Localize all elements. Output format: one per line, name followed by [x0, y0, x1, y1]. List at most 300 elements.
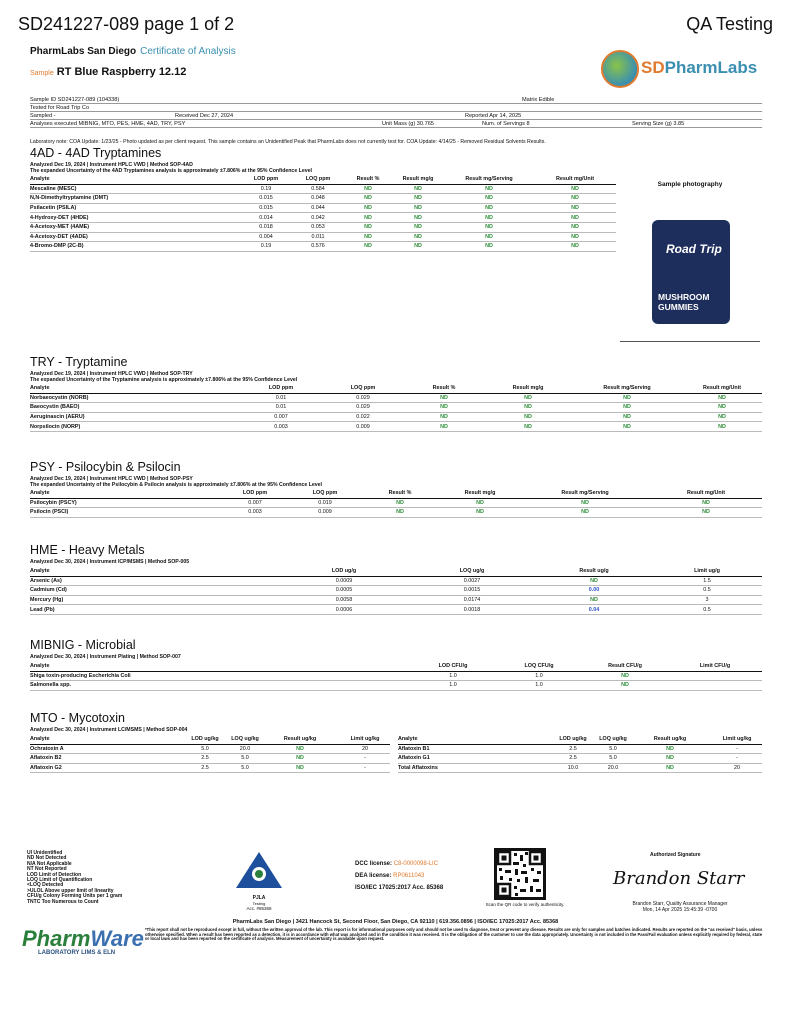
table-cell: ND: [520, 498, 650, 508]
table-cell: 0.019: [290, 498, 360, 508]
table-cell: 0.0005: [280, 586, 408, 596]
analyte-name: Psilocybin (PSCY): [30, 498, 220, 508]
table-cell: 0.01: [240, 403, 322, 413]
legend-item: LOD Limit of Detection: [27, 871, 82, 878]
coa-label: Certificate of Analysis: [140, 46, 236, 57]
disclaimer: *This report shall not be reproduced except in full, without the written approval of the lab. This report is for informational purposes only and should not be used to diagnose, treat or prevent any disease. Results are only for samples and batches indicated. Results are reported on the "as received" basis, unless otherwise specified. When a result has been reported as a detection, it is in accordance with what was analyzed and in the condition it was received. It is the obligation of the customer to use the data appropriately. Uncertainty is not included in the Pass/Fail evaluation unless explicitly required by federal, state or local laws and has been reported on the certificate of analysis. Measurement of uncertainty is available upon request.: [145, 927, 763, 942]
california-logo-icon: [601, 50, 639, 88]
column-header: LOQ ug/kg: [230, 736, 260, 744]
table-row: [30, 403, 762, 413]
table-cell: ND: [392, 232, 444, 242]
meta-row: [30, 120, 762, 128]
pjla-acc: Acc. #85368: [246, 906, 272, 911]
section-microbial: [30, 638, 762, 691]
results-table: [30, 176, 616, 252]
table-cell: ND: [682, 393, 762, 403]
sample-id: Sample ID SD241227-089 (104338): [30, 97, 120, 103]
table-cell: 0.01: [240, 393, 322, 403]
analyte-name: Salmonella spp.: [30, 681, 410, 691]
table-cell: ND: [404, 393, 484, 403]
table-cell: -: [340, 754, 390, 764]
table-cell: ND: [444, 194, 534, 204]
legend-item: N/A Not Applicable: [27, 860, 72, 867]
section-analyzed: Analyzed Dec 19, 2024 | Instrument HPLC VWD | Method SOP-PSY: [30, 476, 193, 482]
table-cell: 0.0058: [280, 595, 408, 605]
column-header: LOQ ppm: [322, 385, 404, 393]
table-cell: ND: [536, 576, 652, 586]
column-header: Analyte: [30, 568, 280, 576]
legend-item: UI Unidentified: [27, 850, 63, 856]
table-row: [398, 754, 762, 764]
column-header: Result %: [344, 176, 392, 184]
section-analyzed: Analyzed Dec 19, 2024 | Instrument HPLC VWD | Method SOP-TRY: [30, 371, 193, 377]
matrix: Matrix Edible: [522, 97, 555, 103]
column-header: LOD ug/kg: [180, 736, 230, 744]
table-cell: 0.19: [240, 242, 292, 252]
table-cell: 0.004: [240, 232, 292, 242]
analyte-name: Aflatoxin B1: [398, 744, 548, 754]
table-cell: ND: [444, 222, 534, 232]
table-cell: ND: [484, 393, 572, 403]
qr-pattern: [497, 851, 543, 897]
section-uncertainty: The expanded Uncertainty of the Tryptamine analysis is approximately ±7.806% at the 95% Confidence Level: [30, 377, 298, 383]
table-cell: 20: [340, 744, 390, 754]
column-header: Limit ug/kg: [712, 736, 762, 744]
table-cell: ND: [682, 403, 762, 413]
reported: Reported Apr 14, 2025: [465, 113, 522, 119]
column-header: Analyte: [30, 176, 240, 184]
pjla-accreditation-badge: [232, 850, 286, 911]
section-uncertainty: The expanded Uncertainty of the 4AD Tryptamines analysis is approximately ±7.806% at the 95% Confidence Level: [30, 168, 312, 174]
document-id: SD241227-089 page 1 of 2: [18, 14, 235, 34]
analyte-name: Aflatoxin B2: [30, 754, 180, 764]
meta-row: [30, 96, 762, 104]
table-cell: ND: [392, 194, 444, 204]
table-cell: 0.048: [292, 194, 344, 204]
table-cell: ND: [444, 213, 534, 223]
column-header: Result %: [404, 385, 484, 393]
column-header: Analyte: [30, 663, 410, 671]
table-cell: 0.0006: [280, 605, 408, 615]
table-cell: ND: [582, 671, 668, 681]
table-cell: 0.007: [220, 498, 290, 508]
table-cell: ND: [392, 213, 444, 223]
column-header: Limit ug/g: [652, 568, 762, 576]
table-cell: ND: [344, 194, 392, 204]
table-cell: ND: [534, 184, 616, 194]
num-servings: Num. of Servings 8: [482, 121, 530, 127]
sample-name-line: [30, 66, 186, 78]
table-cell: 2.5: [548, 744, 598, 754]
table-cell: 0.0174: [408, 595, 536, 605]
table-row: [30, 412, 762, 422]
section-title: MTO - Mycotoxin: [30, 711, 125, 725]
analyte-name: Mescaline (MESC): [30, 184, 240, 194]
abbreviation-legend: [27, 851, 122, 905]
table-cell: 0.015: [240, 203, 292, 213]
table-cell: 0.053: [292, 222, 344, 232]
table-cell: ND: [628, 744, 712, 754]
column-header: LOD ppm: [240, 385, 322, 393]
analyte-name: Arsenic (As): [30, 576, 280, 586]
table-cell: -: [712, 744, 762, 754]
table-cell: 5.0: [230, 763, 260, 773]
column-header: Result ug/g: [536, 568, 652, 576]
table-cell: 0.014: [240, 213, 292, 223]
analyte-name: Norpsilocin (NORP): [30, 422, 240, 432]
analyte-name: 4-Acetoxy-MET (4AME): [30, 222, 240, 232]
tested-for: Tested for Road Trip Co: [30, 105, 90, 111]
table-cell: 0.04: [536, 605, 652, 615]
column-header: Analyte: [30, 385, 240, 393]
table-cell: ND: [440, 498, 520, 508]
table-cell: 0.044: [292, 203, 344, 213]
table-cell: 1.0: [496, 681, 582, 691]
table-cell: ND: [572, 412, 682, 422]
column-header: LOD ug/g: [280, 568, 408, 576]
table-cell: ND: [534, 203, 616, 213]
section-analyzed: Analyzed Dec 19, 2024 | Instrument HPLC VWD | Method SOP-4AD: [30, 162, 193, 168]
analyte-name: Aflatoxin G1: [398, 754, 548, 764]
table-cell: ND: [260, 754, 340, 764]
table-cell: -: [340, 763, 390, 773]
bag-product: MUSHROOM GUMMIES: [658, 292, 710, 312]
licenses: [355, 858, 443, 894]
table-cell: 0.5: [652, 586, 762, 596]
sample-label: Sample: [30, 70, 54, 77]
column-header: Analyte: [30, 736, 180, 744]
table-cell: ND: [520, 508, 650, 518]
column-header: Analyte: [398, 736, 548, 744]
table-cell: ND: [344, 222, 392, 232]
analyte-name: Norbaeocystin (NORB): [30, 393, 240, 403]
column-header: Analyte: [30, 490, 220, 498]
table-row: [30, 605, 762, 615]
table-row: [30, 595, 762, 605]
legend-item: <LOQ Detected: [27, 882, 64, 889]
section-title: HME - Heavy Metals: [30, 543, 145, 557]
section-analyzed: Analyzed Dec 30, 2024 | Instrument ICP/MSMS | Method SOP-005: [30, 559, 190, 565]
column-header: LOD ug/kg: [548, 736, 598, 744]
table-cell: ND: [444, 232, 534, 242]
table-row: [30, 754, 390, 764]
table-cell: ND: [344, 232, 392, 242]
column-header: LOQ ug/g: [408, 568, 536, 576]
table-cell: ND: [444, 203, 534, 213]
column-header: LOD ppm: [240, 176, 292, 184]
column-header: Limit CFU/g: [668, 663, 762, 671]
section-title: TRY - Tryptamine: [30, 355, 128, 369]
table-cell: 0.0015: [408, 586, 536, 596]
table-cell: 3: [652, 595, 762, 605]
column-header: Result ug/kg: [260, 736, 340, 744]
results-table: [30, 663, 762, 691]
table-cell: ND: [392, 222, 444, 232]
table-row: [30, 242, 616, 252]
table-cell: 5.0: [230, 754, 260, 764]
column-header: Result mg/Serving: [572, 385, 682, 393]
analyte-name: Cadmium (Cd): [30, 586, 280, 596]
section-uncertainty: The expanded Uncertainty of the Psilocybin & Psilocin analysis is approximately ±7.806% at the 95% Confidence Level: [30, 482, 322, 488]
table-cell: 5.0: [598, 754, 628, 764]
table-cell: 0.042: [292, 213, 344, 223]
table-cell: ND: [260, 763, 340, 773]
column-header: Result mg/g: [484, 385, 572, 393]
table-cell: ND: [392, 184, 444, 194]
table-cell: 5.0: [598, 744, 628, 754]
lab-name: [30, 46, 236, 57]
legend-item: >ULOL Above upper limit of linearity: [27, 887, 114, 894]
column-header: Result mg/Unit: [682, 385, 762, 393]
product-bag-image: [652, 220, 730, 324]
table-row: [30, 203, 616, 213]
table-cell: ND: [260, 744, 340, 754]
signatory: [620, 901, 740, 913]
results-table: [30, 490, 762, 518]
table-cell: 0.00: [536, 586, 652, 596]
unit-mass: Unit Mass (g) 30.765: [382, 121, 434, 127]
column-header: Result mg/Unit: [650, 490, 762, 498]
section-analyzed: Analyzed Dec 30, 2024 | Instrument LC/MSMS | Method SOP-004: [30, 727, 188, 733]
table-cell: [668, 681, 762, 691]
table-cell: ND: [444, 242, 534, 252]
sample-photography-label: Sample photography: [657, 181, 723, 188]
table-cell: ND: [534, 222, 616, 232]
table-cell: 1.5: [652, 576, 762, 586]
analyte-name: Aflatoxin G2: [30, 763, 180, 773]
table-cell: 0.009: [290, 508, 360, 518]
table-cell: 20: [712, 763, 762, 773]
dcc-license: DCC license: C8-0000098-LIC: [355, 861, 439, 867]
analyte-name: Total Aflatoxins: [398, 763, 548, 773]
legend-item: CFU/g Colony Forming Units per 1 gram: [27, 893, 123, 900]
table-cell: 2.5: [180, 754, 230, 764]
pjla-sub: Testing: [252, 901, 266, 906]
analyte-name: Aeruginascin (AERU): [30, 412, 240, 422]
analyses-executed: Analyses executed MIBNIG, MTO, PES, HME, 4AD, TRY, PSY: [30, 121, 186, 127]
table-cell: ND: [650, 508, 762, 518]
table-row: [30, 586, 762, 596]
table-cell: 0.018: [240, 222, 292, 232]
sample-metadata: [30, 96, 762, 128]
table-cell: 2.5: [180, 763, 230, 773]
legend-item: TNTC Too Numerous to Count: [27, 898, 99, 905]
table-cell: ND: [484, 403, 572, 413]
table-cell: ND: [682, 412, 762, 422]
column-header: Result mg/g: [440, 490, 520, 498]
table-row: [30, 744, 390, 754]
serving-size: Serving Size (g) 3.85: [632, 121, 685, 127]
results-table-left: [30, 736, 390, 773]
section-analyzed: Analyzed Dec 30, 2024 | Instrument Plating | Method SOP-007: [30, 654, 181, 660]
sample-photo: [620, 196, 760, 342]
table-row: [30, 213, 616, 223]
section-title: 4AD - 4AD Tryptamines: [30, 146, 162, 160]
received: Received Dec 27, 2024: [175, 113, 234, 119]
column-header: LOQ ppm: [290, 490, 360, 498]
table-row: [30, 671, 762, 681]
table-cell: ND: [392, 203, 444, 213]
table-cell: [668, 671, 762, 681]
table-cell: 0.576: [292, 242, 344, 252]
table-cell: ND: [344, 184, 392, 194]
table-row: [30, 763, 390, 773]
column-header: Result %: [360, 490, 440, 498]
analyte-name: Baeocystin (BAEO): [30, 403, 240, 413]
table-cell: ND: [344, 213, 392, 223]
table-cell: 0.022: [322, 412, 404, 422]
table-row: [30, 184, 616, 194]
table-row: [30, 681, 762, 691]
dea-license: DEA license: RP0611043: [355, 873, 425, 879]
table-cell: ND: [572, 393, 682, 403]
table-row: [30, 508, 762, 518]
table-cell: ND: [534, 194, 616, 204]
qr-caption: Scan the QR code to verify authenticity.: [485, 902, 565, 907]
table-cell: ND: [404, 403, 484, 413]
column-header: LOD ppm: [220, 490, 290, 498]
signatory-name: Brandon Starr, Quality Assurance Manager: [632, 901, 728, 907]
sampled: Sampled -: [30, 113, 56, 119]
column-header: Result ug/kg: [628, 736, 712, 744]
section-try: [30, 355, 762, 432]
table-cell: 20.0: [598, 763, 628, 773]
table-cell: 0.0018: [408, 605, 536, 615]
table-row: [30, 498, 762, 508]
table-cell: ND: [628, 763, 712, 773]
qa-testing-label: QA Testing: [686, 14, 773, 34]
table-row: [398, 744, 762, 754]
results-table: [30, 568, 762, 615]
table-cell: 2.5: [548, 754, 598, 764]
analyte-name: 4-Acetoxy-DET (4ADE): [30, 232, 240, 242]
column-header: Result mg/Unit: [534, 176, 616, 184]
table-row: [30, 194, 616, 204]
table-cell: ND: [444, 184, 534, 194]
signature: Brandon Starr: [613, 868, 745, 889]
table-cell: 0.0027: [408, 576, 536, 586]
table-row: [30, 576, 762, 586]
section-mycotoxin: [30, 711, 762, 773]
column-header: LOQ ppm: [292, 176, 344, 184]
pjla-text: PJLA: [252, 895, 266, 901]
table-cell: ND: [572, 403, 682, 413]
table-cell: ND: [534, 242, 616, 252]
logo-text: SDPharmLabs: [641, 58, 758, 77]
table-cell: 0.003: [220, 508, 290, 518]
table-cell: ND: [582, 681, 668, 691]
section-hme: [30, 543, 762, 615]
table-cell: ND: [572, 422, 682, 432]
qr-code-icon[interactable]: [494, 848, 546, 900]
meta-row: [30, 112, 762, 120]
results-table-right: [398, 736, 762, 773]
table-cell: 0.029: [322, 393, 404, 403]
table-cell: 0.003: [240, 422, 322, 432]
lab-address: PharmLabs San Diego | 3421 Hancock St, Second Floor, San Diego, CA 92110 | 619.356.0896 | ISO/IEC 17025:2017 Acc. 85368: [232, 919, 559, 925]
table-cell: 10.0: [548, 763, 598, 773]
laboratory-note: Laboratory note: COA Update: 1/23/25 - Photo updated as per client request. This sample contains an Unidentified Peak that PharmLabs does not currently test for. COA Update: 4/14/25 - Removed Residual Solvents Results.: [30, 139, 546, 145]
analyte-name: 4-Hydroxy-DET (4HDE): [30, 213, 240, 223]
table-cell: ND: [536, 595, 652, 605]
column-header: LOD CFU/g: [410, 663, 496, 671]
table-cell: ND: [628, 754, 712, 764]
table-cell: 0.009: [322, 422, 404, 432]
column-header: Result mg/Serving: [520, 490, 650, 498]
table-row: [30, 393, 762, 403]
table-cell: ND: [360, 508, 440, 518]
table-cell: ND: [484, 422, 572, 432]
sample-name: RT Blue Raspberry 12.12: [56, 66, 187, 78]
table-row: [398, 763, 762, 773]
column-header: Limit ug/kg: [340, 736, 390, 744]
pharmware-subtitle: LABORATORY LIMS & ELN: [38, 950, 116, 956]
analyte-name: 4-Bromo-DMP (2C-B): [30, 242, 240, 252]
analyte-name: Psilocin (PSCI): [30, 508, 220, 518]
column-header: LOQ CFU/g: [496, 663, 582, 671]
table-cell: 0.5: [652, 605, 762, 615]
analyte-name: Lead (Pb): [30, 605, 280, 615]
table-cell: ND: [534, 232, 616, 242]
table-row: [30, 222, 616, 232]
table-cell: -: [712, 754, 762, 764]
section-psy: [30, 460, 762, 518]
section-4ad: [30, 146, 616, 252]
iso-accreditation: ISO/IEC 17025:2017 Acc. 85368: [355, 885, 444, 891]
column-header: Result mg/g: [392, 176, 444, 184]
column-header: Result mg/Serving: [444, 176, 534, 184]
table-cell: 1.0: [496, 671, 582, 681]
table-cell: 0.19: [240, 184, 292, 194]
table-cell: ND: [440, 508, 520, 518]
pharmware-logo: PharmWare: [22, 926, 144, 951]
meta-row: [30, 104, 762, 112]
column-header: Result CFU/g: [582, 663, 668, 671]
lab-name-text: PharmLabs San Diego: [30, 46, 137, 57]
legend-item: ND Not Detected: [27, 855, 67, 862]
analyte-name: N,N-Dimethyltryptamine (DMT): [30, 194, 240, 204]
table-cell: 0.011: [292, 232, 344, 242]
column-header: LOQ ug/kg: [598, 736, 628, 744]
table-cell: 20.0: [230, 744, 260, 754]
table-cell: 1.0: [410, 681, 496, 691]
table-cell: ND: [404, 412, 484, 422]
table-cell: ND: [344, 242, 392, 252]
results-table: [30, 385, 762, 432]
table-cell: 0.584: [292, 184, 344, 194]
table-cell: 5.0: [180, 744, 230, 754]
section-title: PSY - Psilocybin & Psilocin: [30, 460, 181, 474]
table-cell: ND: [650, 498, 762, 508]
table-row: [30, 232, 616, 242]
analyte-name: Psilacetin (PSILA): [30, 203, 240, 213]
sdpharmlabs-logo: [597, 48, 767, 90]
table-cell: 1.0: [410, 671, 496, 681]
table-cell: ND: [404, 422, 484, 432]
table-cell: 0.029: [322, 403, 404, 413]
authorized-signature-label: Authorized Signature: [650, 852, 701, 858]
analyte-name: Ochratoxin A: [30, 744, 180, 754]
table-cell: ND: [392, 242, 444, 252]
analyte-name: Mercury (Hg): [30, 595, 280, 605]
table-cell: ND: [484, 412, 572, 422]
pjla-logo-icon: [232, 850, 286, 890]
signature-date: Mon, 14 Apr 2025 15:45:39 -0700: [642, 907, 718, 913]
table-cell: ND: [360, 498, 440, 508]
section-title: MIBNIG - Microbial: [30, 638, 136, 652]
table-cell: ND: [344, 203, 392, 213]
table-cell: ND: [682, 422, 762, 432]
